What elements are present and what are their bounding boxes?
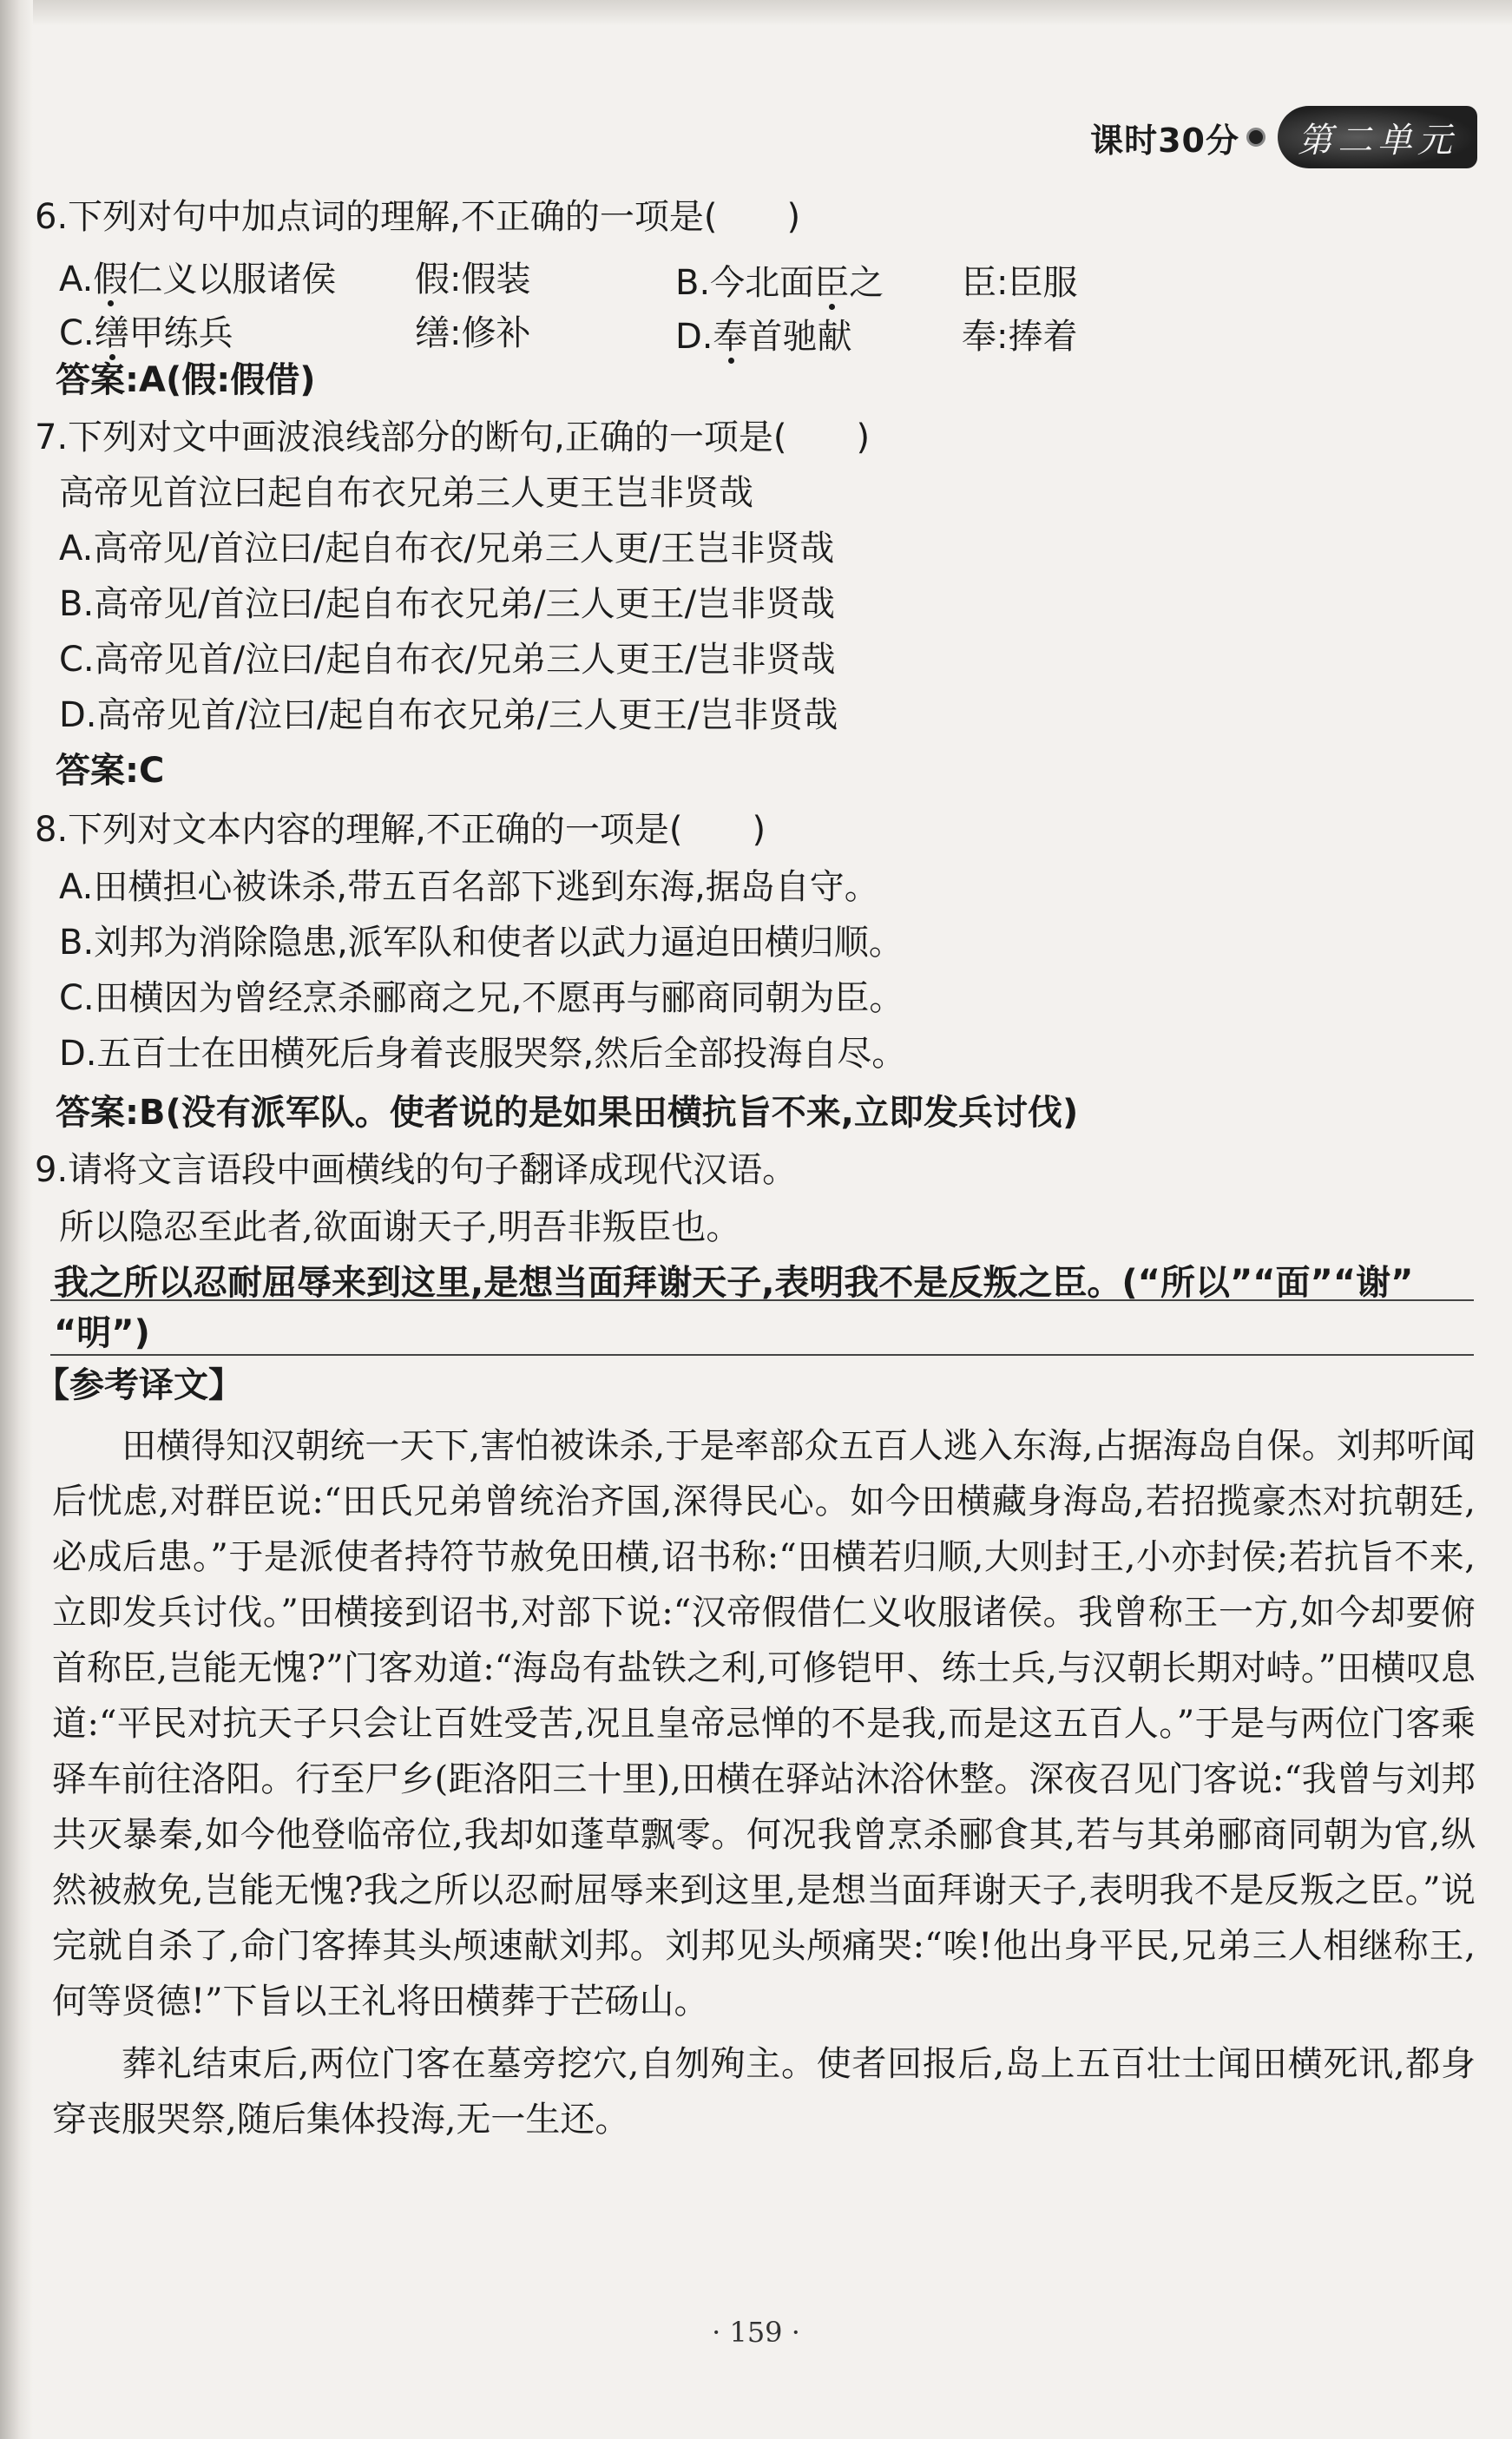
page-binding-shadow [0, 0, 33, 2439]
q7-answer: 答案:C [56, 751, 165, 791]
translation-line: 叹息道:“平民对抗天子只会让百姓受苦,况且皇帝忌惮的不是我,而是这五百人。”于是与两位门 [52, 1648, 1476, 1744]
bullet-icon [1246, 128, 1265, 147]
q8-option-b: B.刘邦为消除隐患,派军队和使者以武力逼迫田横归顺。 [59, 923, 904, 963]
q7-stem: 7.下列对文中画波浪线部分的断句,正确的一项是( ) [35, 417, 871, 457]
translation-line: 与刘邦共灭暴秦,如今他登临帝位,我却如蓬草飘零。何况我曾烹杀郦食其,若与其弟郦商同朝为 [52, 1759, 1476, 1855]
q8-option-c: C.田横因为曾经烹杀郦商之兄,不愿再与郦商同朝为臣。 [59, 978, 904, 1018]
q6-answer: 答案:A(假:假借) [56, 360, 316, 400]
translation-line: 要俯首称臣,岂能无愧?”门客劝道:“海岛有盐铁之利,可修铠甲、练士兵,与汉朝长期对峙。”田横 [52, 1593, 1476, 1688]
translation-line: 葬礼结束后,两位门客在墓旁挖穴,自刎殉主。使者回报后,岛上五百壮士闻田横死讯,都身 [122, 2044, 1476, 2084]
unit-badge: 第二单元 [1278, 106, 1477, 168]
translation-line: 臣。”说完就自杀了,命门客捧其头颅速献刘邦。刘邦见头颅痛哭:“唉!他出身平民,兄弟三人相 [52, 1870, 1476, 1966]
q9-stem: 9.请将文言语段中画横线的句子翻译成现代汉语。 [35, 1150, 798, 1190]
q8-stem: 8.下列对文本内容的理解,不正确的一项是( ) [35, 810, 766, 850]
q6-option-c-meaning: 缮:修补 [415, 313, 531, 353]
q9-answer-line1: 我之所以忍耐屈辱来到这里,是想当面拜谢天子,表明我不是反叛之臣。(“所以”“面”“谢” [54, 1263, 1414, 1303]
q7-option-a: A.高帝见/首泣曰/起自布衣/兄弟三人更/王岂非贤哉 [59, 529, 835, 569]
q7-option-c: C.高帝见首/泣曰/起自布衣/兄弟三人更王/岂非贤哉 [59, 640, 836, 680]
translation-line: 必成后患。”于是派使者持符节赦免田横,诏书称:“田横若归顺,大则封王,小亦封侯;若抗旨不 [52, 1537, 1430, 1577]
q6-option-a: A.假仁义以服诸侯 [59, 260, 337, 299]
q6-option-b-meaning: 臣:臣服 [962, 263, 1078, 303]
translation-line: 官,纵然被赦免,岂能无愧?我之所以忍耐屈辱来到这里,是想当面拜谢天子,表明我不是反叛之 [52, 1815, 1476, 1910]
section-label: 课时30分 [1090, 121, 1239, 160]
q7-option-d: D.高帝见首/泣曰/起自布衣兄弟/三人更王/岂非贤哉 [59, 695, 838, 735]
translation-line: 继称王,何等贤德!”下旨以王礼将田横葬于芒砀山。 [52, 1926, 1476, 2022]
q8-answer: 答案:B(没有派军队。使者说的是如果田横抗旨不来,立即发兵讨伐) [56, 1093, 1079, 1133]
q9-answer-line2: “明”) [54, 1313, 150, 1353]
q8-option-d: D.五百士在田横死后身着丧服哭祭,然后全部投海自尽。 [59, 1034, 907, 1074]
translation-heading: 【参考译文】 [35, 1365, 243, 1405]
q9-original-text: 所以隐忍至此者,欲面谢天子,明吾非叛臣也。 [59, 1207, 741, 1247]
page-number: · 159 · [712, 2316, 800, 2349]
answer-underline [50, 1299, 1474, 1301]
translation-line: 穿丧服哭祭,随后集体投海,无一生还。 [52, 2100, 630, 2140]
q6-option-d-meaning: 奉:捧着 [962, 317, 1078, 357]
q6-option-c: C.缮甲练兵 [59, 313, 233, 353]
page-header [1090, 102, 1477, 172]
q6-option-b: B.今北面臣之 [675, 263, 884, 303]
translation-paragraph-1 [52, 1418, 1476, 2029]
q7-option-b: B.高帝见/首泣曰/起自布衣兄弟/三人更王/岂非贤哉 [59, 584, 836, 624]
page-top-shadow [0, 0, 1512, 26]
translation-line: 后忧虑,对群臣说:“田氏兄弟曾统治齐国,深得民心。如今田横藏身海岛,若招揽豪杰对抗朝廷, [52, 1482, 1476, 1522]
q6-option-d: D.奉首驰献 [675, 317, 852, 357]
q7-original-text: 高帝见首泣曰起自布衣兄弟三人更王岂非贤哉 [59, 473, 753, 513]
translation-paragraph-2 [52, 2036, 1476, 2147]
answer-underline [50, 1354, 1474, 1356]
q6-option-a-meaning: 假:假装 [415, 260, 531, 299]
q6-stem: 6.下列对句中加点词的理解,不正确的一项是( ) [35, 197, 801, 237]
translation-line: 客乘驿车前往洛阳。行至尸乡(距洛阳三十里),田横在驿站沐浴休整。深夜召见门客说:“我曾 [52, 1704, 1476, 1799]
q8-option-a: A.田横担心被诛杀,带五百名部下逃到东海,据岛自守。 [59, 867, 879, 907]
page-number-value: 159 [729, 2316, 783, 2349]
translation-line: 来,立即发兵讨伐。”田横接到诏书,对部下说:“汉帝假借仁义收服诸侯。我曾称王一方,如今却 [52, 1537, 1476, 1633]
translation-line: 田横得知汉朝统一天下,害怕被诛杀,于是率部众五百人逃入东海,占据海岛自保。刘邦听闻 [122, 1426, 1476, 1466]
